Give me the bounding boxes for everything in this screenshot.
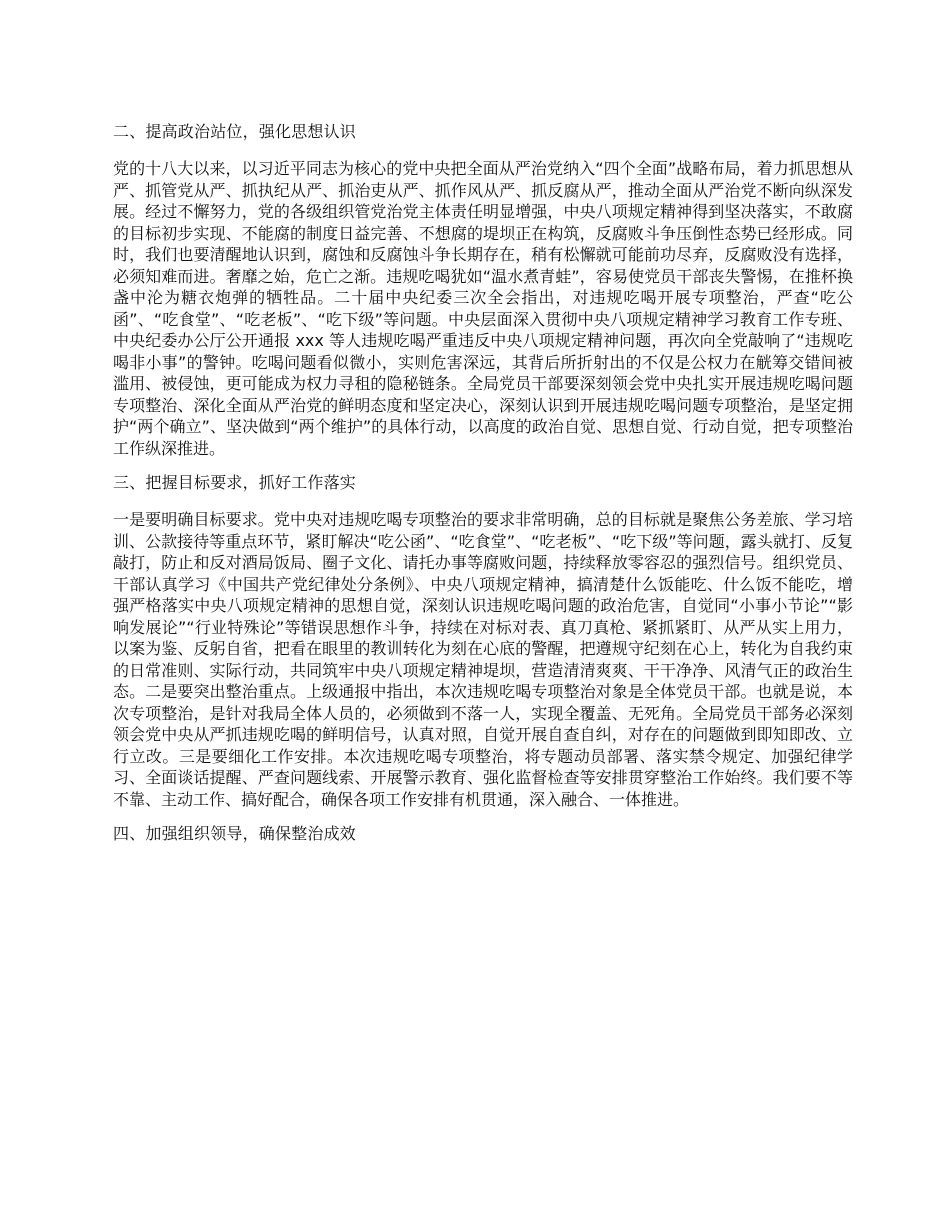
document-page: [113, 120, 853, 860]
section-heading-2: 二、提高政治站位，强化思想认识: [113, 122, 357, 141]
section-heading-3: 三、把握目标要求，抓好工作落实: [113, 473, 357, 492]
section-heading-4: 四、加强组织领导，确保整治成效: [113, 824, 357, 843]
section-paragraph-3: 一是要明确目标要求。党中央对违规吃喝专项整治的要求非常明确，总的目标就是聚焦公务差旅、学习培训、公款接待等重点环节，紧盯解决“吃公函”、“吃食堂”、“吃老板”、“吃下级”等问题，露头就打、反复敲打，防止和反对酒局饭局、圈子文化、请托办事等腐败问题，持续释放零容忍的强烈信号。组织党员、干部认真学习《中国共产党纪律处分条例》、中央八项规定精神，搞清楚什么饭能吃、什么饭不能吃，增强严格落实中央八项规定精神的思想自觉，深刻认识违规吃喝问题的政治危害，自觉同“小事小节论”“影响发展论”“行业特殊论”等错误思想作斗争，持续在对标对表、真刀真枪、紧抓紧盯、从严从实上用力，以案为鉴、反躬自省，把看在眼里的教训转化为刻在心底的警醒，把遵规守纪刻在心上，转化为自我约束的日常准则、实际行动，共同筑牢中央八项规定精神堤坝，营造清清爽爽、干干净净、风清气正的政治生态。二是要突出整治重点。上级通报中指出，本次违规吃喝专项整治对象是全体党员干部。也就是说，本次专项整治，是针对我局全体人员的，必须做到不落一人，实现全覆盖、无死角。全局党员干部务必深刻领会党中央从严抓违规吃喝的鲜明信号，认真对照，自觉开展自查自纠，对存在的问题做到即知即改、立行立改。三是要细化工作安排。本次违规吃喝专项整治，将专题动员部署、落实禁令规定、加强纪律学习、全面谈话提醒、严查问题线索、开展警示教育、强化监督检查等安排贯穿整治工作始终。我们要不等不靠、主动工作、搞好配合，确保各项工作安排有机贯通，深入融合、一体推进。: [113, 510, 853, 809]
section-paragraph-2: 党的十八大以来，以习近平同志为核心的党中央把全面从严治党纳入“四个全面”战略布局，着力抓思想从严、抓管党从严、抓执纪从严、抓治吏从严、抓作风从严、抓反腐从严，推动全面从严治党不断向纵深发展。经过不懈努力，党的各级组织管党治党主体责任明显增强，中央八项规定精神得到坚决落实，不敢腐的目标初步实现、不能腐的制度日益完善、不想腐的堤坝正在构筑，反腐败斗争压倒性态势已经形成。同时，我们也要清醒地认识到，腐蚀和反腐蚀斗争长期存在，稍有松懈就可能前功尽弃，反腐败没有选择，必须知难而进。奢靡之始，危亡之渐。违规吃喝犹如“温水煮青蛙”，容易使党员干部丧失警惕，在推杯换盏中沦为糖衣炮弹的牺牲品。二十届中央纪委三次全会指出，对违规吃喝开展专项整治，严查“吃公函”、“吃食堂”、“吃老板”、“吃下级”等问题。中央层面深入贯彻中央八项规定精神学习教育工作专班、中央纪委办公厅公开通报 xxx 等人违规吃喝严重违反中央八项规定精神问题，再次向全党敲响了“违规吃喝非小事”的警钟。吃喝问题看似微小，实则危害深远，其背后所折射出的不仅是公权力在觥筹交错间被滥用、被侵蚀，更可能成为权力寻租的隐秘链条。全局党员干部要深刻领会党中央扎实开展违规吃喝问题专项整治、深化全面从严治党的鲜明态度和坚定决心，深刻认识到开展违规吃喝问题专项整治，是坚定拥护“两个确立”、坚决做到“两个维护”的具体行动，以高度的政治自觉、思想自觉、行动自觉，把专项整治工作纵深推进。: [113, 159, 853, 458]
